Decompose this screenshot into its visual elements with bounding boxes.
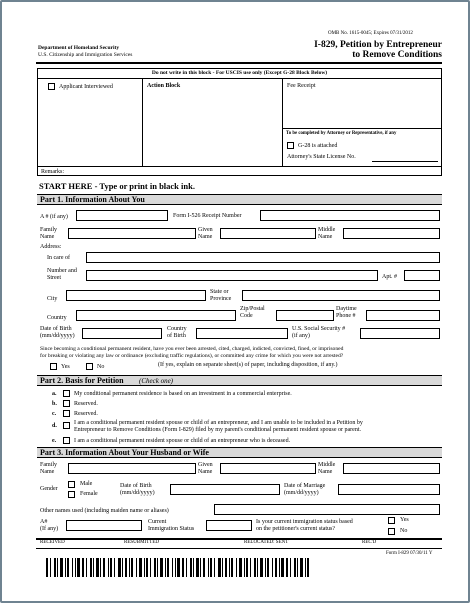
- status-based-no-checkbox[interactable]: [388, 528, 395, 535]
- spouse-middle-label-1: Middle: [318, 462, 336, 468]
- family-name-label-1: Family: [40, 227, 58, 233]
- apt-field[interactable]: [404, 270, 440, 281]
- option-d-checkbox[interactable]: [63, 422, 70, 429]
- form-title-line2: to Remove Conditions: [352, 50, 442, 60]
- spouse-family-label-2: Name: [40, 469, 55, 475]
- applicant-interviewed-label: Applicant Interviewed: [59, 84, 113, 90]
- option-b-checkbox[interactable]: [63, 400, 70, 407]
- part3-title: Part 3. Information About Your Husband or Wife: [40, 448, 209, 457]
- street-label-1: Number and: [47, 268, 77, 274]
- option-b-letter: b.: [52, 401, 57, 407]
- in-care-of-field[interactable]: [86, 252, 440, 263]
- option-e-text: I am a conditional permanent resident spouse or child of an entrepreneur who is deceased.: [74, 438, 291, 444]
- agency-subname: U.S. Citizenship and Immigration Services: [38, 52, 133, 58]
- option-c-checkbox[interactable]: [63, 410, 70, 417]
- start-here-instruction: START HERE - Type or print in black ink.: [39, 181, 195, 191]
- header-rule: [36, 62, 442, 64]
- spouse-dob-label-1: Date of Birth: [120, 483, 152, 489]
- zip-label-1: Zip/Postal: [240, 306, 265, 312]
- a-number-field[interactable]: [76, 210, 168, 221]
- attorney-rule: [282, 128, 442, 129]
- block-divider-1: [142, 78, 143, 166]
- ssn-label-1: U.S. Social Security #: [292, 326, 346, 332]
- dob-label-2: (mm/dd/yyyy): [40, 333, 75, 339]
- state-label-2: Province: [210, 296, 232, 302]
- marriage-date-label-1: Date of Marriage: [284, 483, 326, 489]
- part2-title: Part 2. Basis for Petition: [40, 376, 124, 385]
- cob-field[interactable]: [196, 328, 288, 339]
- current-status-label-1: Current: [148, 519, 167, 525]
- option-d-text-line2: Entrepreneur to Remove Conditions (Form I-829) filed by my parent's conditional permanent resident spouse or parent.: [74, 427, 362, 433]
- other-names-field[interactable]: [214, 504, 440, 515]
- form-id: Form I-829 07/30/11 Y: [386, 551, 433, 556]
- zip-label-2: Code: [240, 313, 253, 319]
- spouse-a-label-2: (If any): [40, 526, 59, 532]
- resubmitted-label: RESUBMITTED: [124, 540, 159, 545]
- omb-number: OMB No. 1615-0045; Expires 07/31/2012: [328, 31, 413, 36]
- country-label: Country: [47, 315, 67, 321]
- part1-title: Part 1. Information About You: [40, 195, 145, 204]
- remarks-label: Remarks:: [41, 169, 64, 175]
- phone-label-1: Daytime: [336, 306, 357, 312]
- spouse-a-label-1: A#: [40, 519, 48, 525]
- status-based-yes-label: Yes: [400, 517, 409, 523]
- option-c-letter: c.: [52, 411, 57, 417]
- barcode: [46, 558, 426, 577]
- current-status-field[interactable]: [206, 520, 252, 531]
- male-checkbox[interactable]: [68, 481, 75, 488]
- part2-check-one: (Check one): [139, 377, 174, 385]
- attorney-heading: To be completed by Attorney or Representative, if any: [286, 131, 397, 136]
- relocated-label: RELOCATED: SENT: [244, 540, 289, 545]
- marriage-date-label-2: (mm/dd/yyyy): [284, 490, 319, 496]
- ssn-label-2: (if any): [292, 333, 310, 339]
- recd-label: REC'D: [362, 540, 377, 545]
- spouse-dob-label-2: (mm/dd/yyyy): [120, 490, 155, 496]
- option-c-text: Reserved.: [74, 411, 98, 417]
- spouse-family-field[interactable]: [68, 463, 196, 474]
- option-a-text: My conditional permanent residence is based on an investment in a commercial enterprise.: [74, 391, 292, 397]
- option-d-text: I am a conditional permanent resident spouse or child of an entrepreneur, and I am unable to be included in a Petition by: [74, 420, 363, 426]
- dob-field[interactable]: [82, 328, 162, 339]
- female-checkbox[interactable]: [68, 491, 75, 498]
- given-name-label-1: Given: [198, 227, 213, 233]
- option-e-checkbox[interactable]: [63, 437, 70, 444]
- fee-receipt-label: Fee Receipt: [287, 83, 316, 89]
- spouse-given-field[interactable]: [220, 463, 316, 474]
- form-title-line1: I-829, Petition by Entrepreneur: [314, 40, 442, 50]
- arrest-yes-checkbox[interactable]: [50, 363, 57, 370]
- street-field[interactable]: [86, 270, 378, 281]
- option-a-letter: a.: [52, 391, 57, 397]
- agency-name: Department of Homeland Security: [38, 45, 120, 51]
- arrest-yes-label: Yes: [61, 364, 70, 370]
- option-d-letter: d.: [52, 423, 57, 429]
- spouse-a-field[interactable]: [66, 520, 142, 531]
- middle-name-label-1: Middle: [318, 227, 336, 233]
- phone-label-2: Phone #: [336, 313, 356, 319]
- other-names-label: Other names used (including maiden name or aliases): [40, 508, 169, 514]
- arrest-explain-note: (If yes, explain on separate sheet(s) of paper, including disposition, if any.): [158, 362, 338, 368]
- city-field[interactable]: [66, 290, 206, 301]
- arrest-no-label: No: [97, 364, 105, 370]
- state-license-field[interactable]: [372, 161, 438, 162]
- family-name-field[interactable]: [68, 228, 196, 239]
- action-block-label: Action Block: [147, 83, 181, 89]
- arrest-question-line2: for breaking or violating any law or ordinance (excluding traffic regulations), or committed any crime for which you were not arrested?: [40, 353, 344, 359]
- option-e-letter: e.: [52, 438, 57, 444]
- block-divider-2: [282, 78, 283, 166]
- male-label: Male: [80, 481, 93, 487]
- spouse-given-label-2: Name: [198, 469, 213, 475]
- country-field[interactable]: [76, 310, 236, 321]
- status-based-label-2: on the petitioner's current status?: [256, 526, 336, 532]
- ssn-field[interactable]: [360, 328, 440, 339]
- apt-label: Apt. #: [382, 274, 397, 280]
- banner-rule: [37, 78, 442, 79]
- spouse-middle-field[interactable]: [343, 463, 440, 474]
- receipt-number-field[interactable]: [260, 210, 440, 221]
- cob-label-2: of Birth: [167, 333, 186, 339]
- arrest-question-line1: Since becoming a conditional permanent resident, have you ever been arrested, cited, charged, indicted, convicted, fined, or imprisoned: [40, 346, 344, 352]
- spouse-middle-label-2: Name: [318, 469, 333, 475]
- dob-label-1: Date of Birth: [40, 326, 72, 332]
- remarks-rule: [37, 166, 442, 167]
- city-label: City: [47, 296, 58, 302]
- applicant-interviewed-checkbox[interactable]: [48, 83, 55, 90]
- received-label: RECEIVED: [40, 540, 65, 545]
- marriage-date-field[interactable]: [338, 484, 440, 495]
- status-based-no-label: No: [400, 528, 408, 534]
- spouse-given-label-1: Given: [198, 462, 213, 468]
- middle-name-label-2: Name: [318, 234, 333, 240]
- spouse-family-label-1: Family: [40, 462, 58, 468]
- a-number-label: A # (if any): [40, 214, 68, 220]
- street-label-2: Street: [47, 275, 61, 281]
- gender-label: Gender: [40, 486, 58, 492]
- footer-rule: [36, 538, 442, 540]
- in-care-of-label: In care of: [47, 255, 70, 261]
- state-field[interactable]: [242, 290, 440, 301]
- current-status-label-2: Immigration Status: [148, 526, 195, 532]
- state-license-label: Attorney's State License No.: [287, 154, 356, 160]
- given-name-field[interactable]: [220, 228, 316, 239]
- phone-field[interactable]: [366, 310, 440, 321]
- spouse-dob-field[interactable]: [170, 484, 280, 495]
- uscis-block-banner: Do not write in this block - For USCIS use only (Except G-28 Block Below): [151, 70, 328, 76]
- middle-name-field[interactable]: [343, 228, 440, 239]
- footer-rule-2: [36, 548, 442, 549]
- family-name-label-2: Name: [40, 234, 55, 240]
- given-name-label-2: Name: [198, 234, 213, 240]
- g28-checkbox[interactable]: [287, 142, 294, 149]
- cob-label-1: Country: [167, 326, 187, 332]
- status-based-yes-checkbox[interactable]: [388, 517, 395, 524]
- address-label: Address:: [40, 244, 62, 250]
- receipt-number-label: Form I-526 Receipt Number: [173, 213, 242, 219]
- g28-label: G-28 is attached: [298, 143, 338, 149]
- status-based-label-1: Is your current immigration status based: [256, 519, 353, 525]
- state-label-1: State or: [210, 289, 229, 295]
- zip-field[interactable]: [276, 310, 334, 321]
- female-label: Female: [80, 491, 98, 497]
- option-b-text: Reserved.: [74, 401, 98, 407]
- arrest-no-checkbox[interactable]: [86, 363, 93, 370]
- option-a-checkbox[interactable]: [63, 390, 70, 397]
